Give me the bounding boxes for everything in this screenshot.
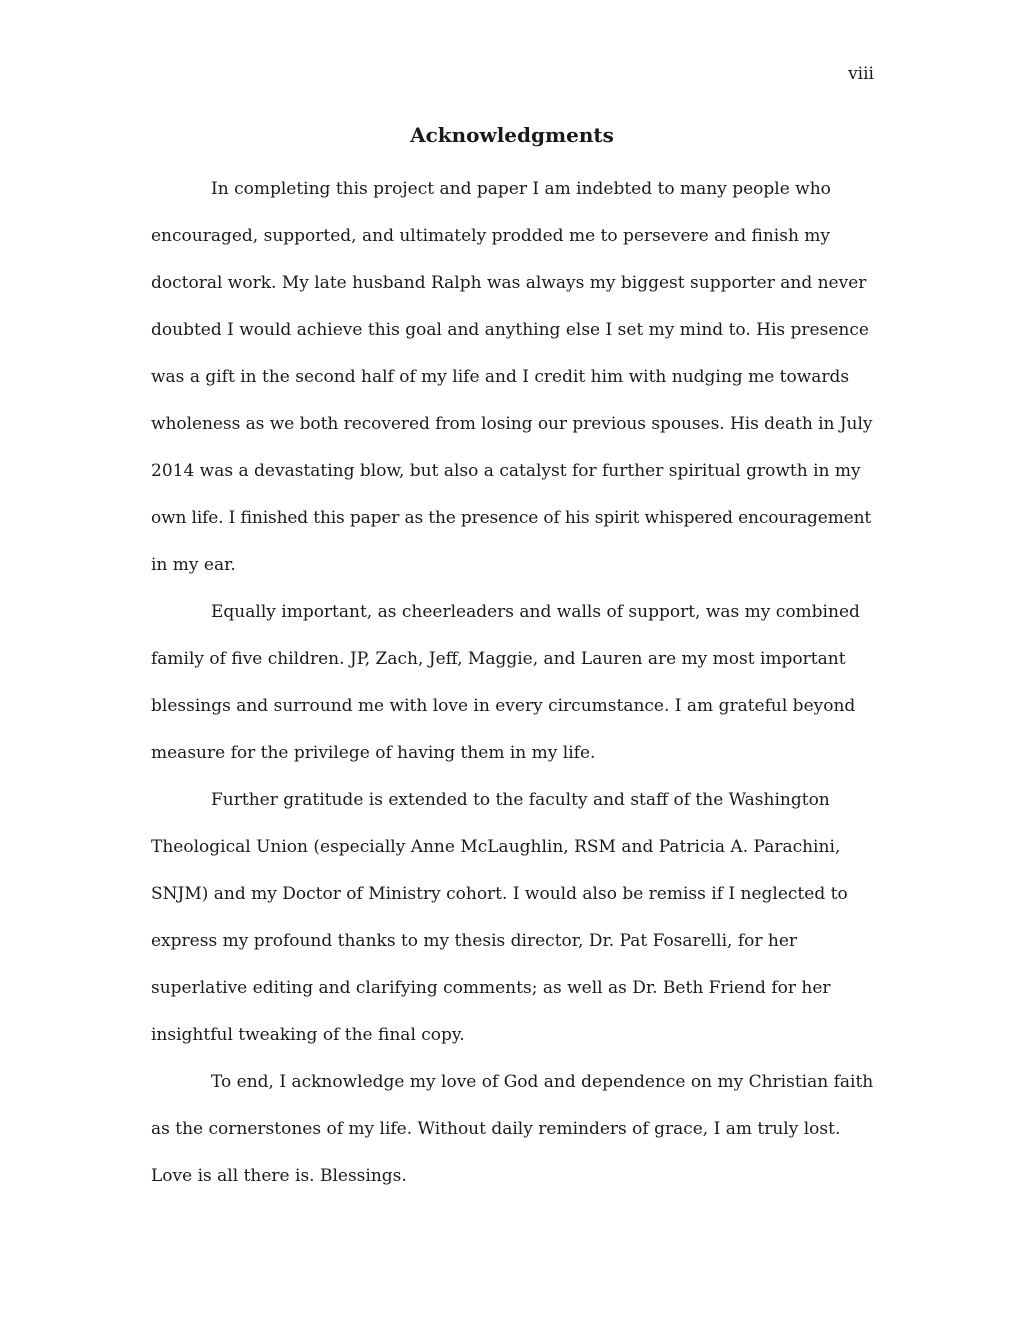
text-line: own life. I finished this paper as the presence of his spirit whispered encouragement [151, 508, 872, 528]
text-line: 2014 was a devastating blow, but also a catalyst for further spiritual growth in my [151, 461, 861, 481]
text-line: Love is all there is. Blessings. [151, 1166, 407, 1186]
text-line: blessings and surround me with love in every circumstance. I am grateful beyond [151, 696, 856, 716]
paragraph-2 [151, 589, 873, 777]
text-line: In completing this project and paper I am indebted to many people who [211, 179, 831, 199]
text-line: express my profound thanks to my thesis director, Dr. Pat Fosarelli, for her [151, 931, 798, 951]
text-line: insightful tweaking of the final copy. [151, 1025, 465, 1045]
text-line: doctoral work. My late husband Ralph was always my biggest supporter and never [151, 273, 867, 293]
page-title: Acknowledgments [410, 123, 614, 147]
page-number: viii [848, 64, 874, 84]
text-line: measure for the privilege of having them in my life. [151, 743, 596, 763]
paragraph-1 [151, 166, 873, 589]
text-line: in my ear. [151, 555, 236, 575]
text-line: was a gift in the second half of my life and I credit him with nudging me towards [151, 367, 850, 387]
paragraph-4 [151, 1059, 873, 1200]
text-line: superlative editing and clarifying comments; as well as Dr. Beth Friend for her [151, 978, 831, 998]
text-line: To end, I acknowledge my love of God and dependence on my Christian faith [211, 1072, 874, 1092]
text-line: Equally important, as cheerleaders and walls of support, was my combined [211, 602, 860, 622]
text-line: SNJM) and my Doctor of Ministry cohort. I would also be remiss if I neglected to [151, 884, 848, 904]
paragraph-3 [151, 777, 873, 1059]
text-line: wholeness as we both recovered from losing our previous spouses. His death in July [151, 414, 873, 434]
text-line: as the cornerstones of my life. Without daily reminders of grace, I am truly lost. [151, 1119, 841, 1139]
text-line: encouraged, supported, and ultimately prodded me to persevere and finish my [151, 226, 831, 246]
text-line: Further gratitude is extended to the faculty and staff of the Washington [211, 790, 830, 810]
text-line: family of five children. JP, Zach, Jeff, Maggie, and Lauren are my most important [151, 649, 846, 669]
text-line: doubted I would achieve this goal and anything else I set my mind to. His presence [151, 320, 869, 340]
text-line: Theological Union (especially Anne McLaughlin, RSM and Patricia A. Parachini, [151, 837, 841, 857]
acknowledgments-body [151, 166, 873, 1200]
